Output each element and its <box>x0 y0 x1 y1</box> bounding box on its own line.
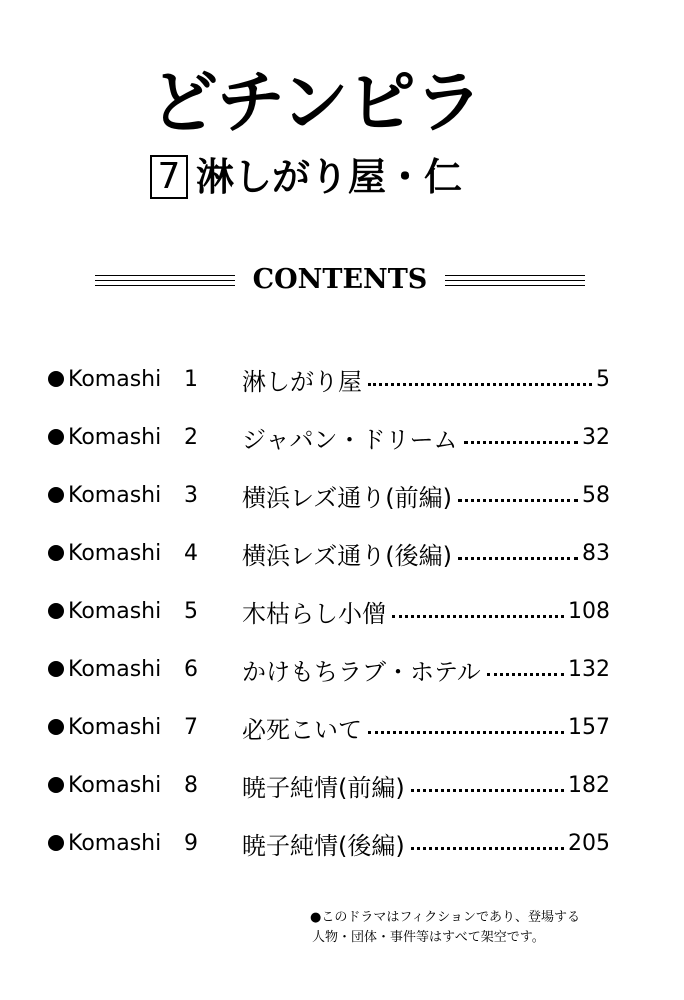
bullet-icon <box>48 661 64 677</box>
chapter-label: Komashi <box>68 366 162 392</box>
table-of-contents <box>48 350 610 872</box>
disclaimer-line-1: ●このドラマはフィクションであり、登場する <box>310 910 581 925</box>
toc-entry <box>48 350 610 408</box>
bullet-icon <box>48 603 64 619</box>
volume-subtitle <box>150 152 462 202</box>
chapter-label: Komashi <box>68 424 162 450</box>
page-number: 5 <box>596 366 610 392</box>
page-number: 182 <box>568 772 610 798</box>
chapter-title: 木枯らし小僧 <box>242 599 386 628</box>
toc-entry <box>48 466 610 524</box>
chapter-title: 暁子純情(後編) <box>242 831 405 860</box>
chapter-title: 横浜レズ通り(後編) <box>242 541 453 570</box>
page-number: 205 <box>568 830 610 856</box>
page-number: 157 <box>568 714 610 740</box>
toc-entry <box>48 640 610 698</box>
chapter-label: Komashi <box>68 540 162 566</box>
contents-heading-block <box>95 266 585 294</box>
bullet-icon <box>48 429 64 445</box>
book-title: どチンピラ <box>150 64 482 143</box>
toc-entry <box>48 524 610 582</box>
dot-leader <box>411 789 564 792</box>
chapter-number: 8 <box>184 772 198 798</box>
chapter-label: Komashi <box>68 830 162 856</box>
toc-entry <box>48 756 610 814</box>
toc-entry <box>48 408 610 466</box>
dot-leader <box>458 499 578 502</box>
volume-number-box: 7 <box>150 155 188 199</box>
dot-leader <box>458 557 578 560</box>
bullet-icon <box>48 777 64 793</box>
dot-leader <box>464 441 578 444</box>
page-number: 83 <box>582 540 610 566</box>
chapter-number: 9 <box>184 830 198 856</box>
chapter-number: 6 <box>184 656 198 682</box>
dot-leader <box>411 847 564 850</box>
chapter-title: 横浜レズ通り(前編) <box>242 483 453 512</box>
toc-entry <box>48 698 610 756</box>
toc-entry <box>48 582 610 640</box>
volume-title: 淋しがり屋・仁 <box>196 155 463 199</box>
dot-leader <box>487 673 564 676</box>
chapter-label: Komashi <box>68 772 162 798</box>
chapter-title: かけもちラブ・ホテル <box>242 657 481 686</box>
chapter-title: ジャパン・ドリーム <box>242 425 458 454</box>
dot-leader <box>368 383 592 386</box>
heading-rule-right <box>445 275 585 276</box>
contents-heading: CONTENTS <box>252 264 428 295</box>
chapter-number: 7 <box>184 714 198 740</box>
chapter-title: 暁子純情(前編) <box>242 773 405 802</box>
bullet-icon <box>48 719 64 735</box>
chapter-title: 必死こいて <box>242 715 362 744</box>
chapter-title: 淋しがり屋 <box>242 367 362 396</box>
chapter-label: Komashi <box>68 714 162 740</box>
disclaimer-line-2: 人物・団体・事件等はすべて架空です。 <box>312 930 545 945</box>
chapter-label: Komashi <box>68 598 162 624</box>
dot-leader <box>392 615 564 618</box>
bullet-icon <box>48 371 64 387</box>
chapter-number: 1 <box>184 366 198 392</box>
chapter-number: 2 <box>184 424 198 450</box>
chapter-label: Komashi <box>68 482 162 508</box>
disclaimer-note <box>310 908 580 948</box>
page-number: 132 <box>568 656 610 682</box>
chapter-number: 4 <box>184 540 198 566</box>
bullet-icon <box>48 835 64 851</box>
page-number: 32 <box>582 424 610 450</box>
dot-leader <box>368 731 564 734</box>
chapter-number: 5 <box>184 598 198 624</box>
toc-entry <box>48 814 610 872</box>
chapter-number: 3 <box>184 482 198 508</box>
bullet-icon <box>48 487 64 503</box>
page-number: 58 <box>582 482 610 508</box>
bullet-icon <box>48 545 64 561</box>
page-number: 108 <box>568 598 610 624</box>
chapter-label: Komashi <box>68 656 162 682</box>
